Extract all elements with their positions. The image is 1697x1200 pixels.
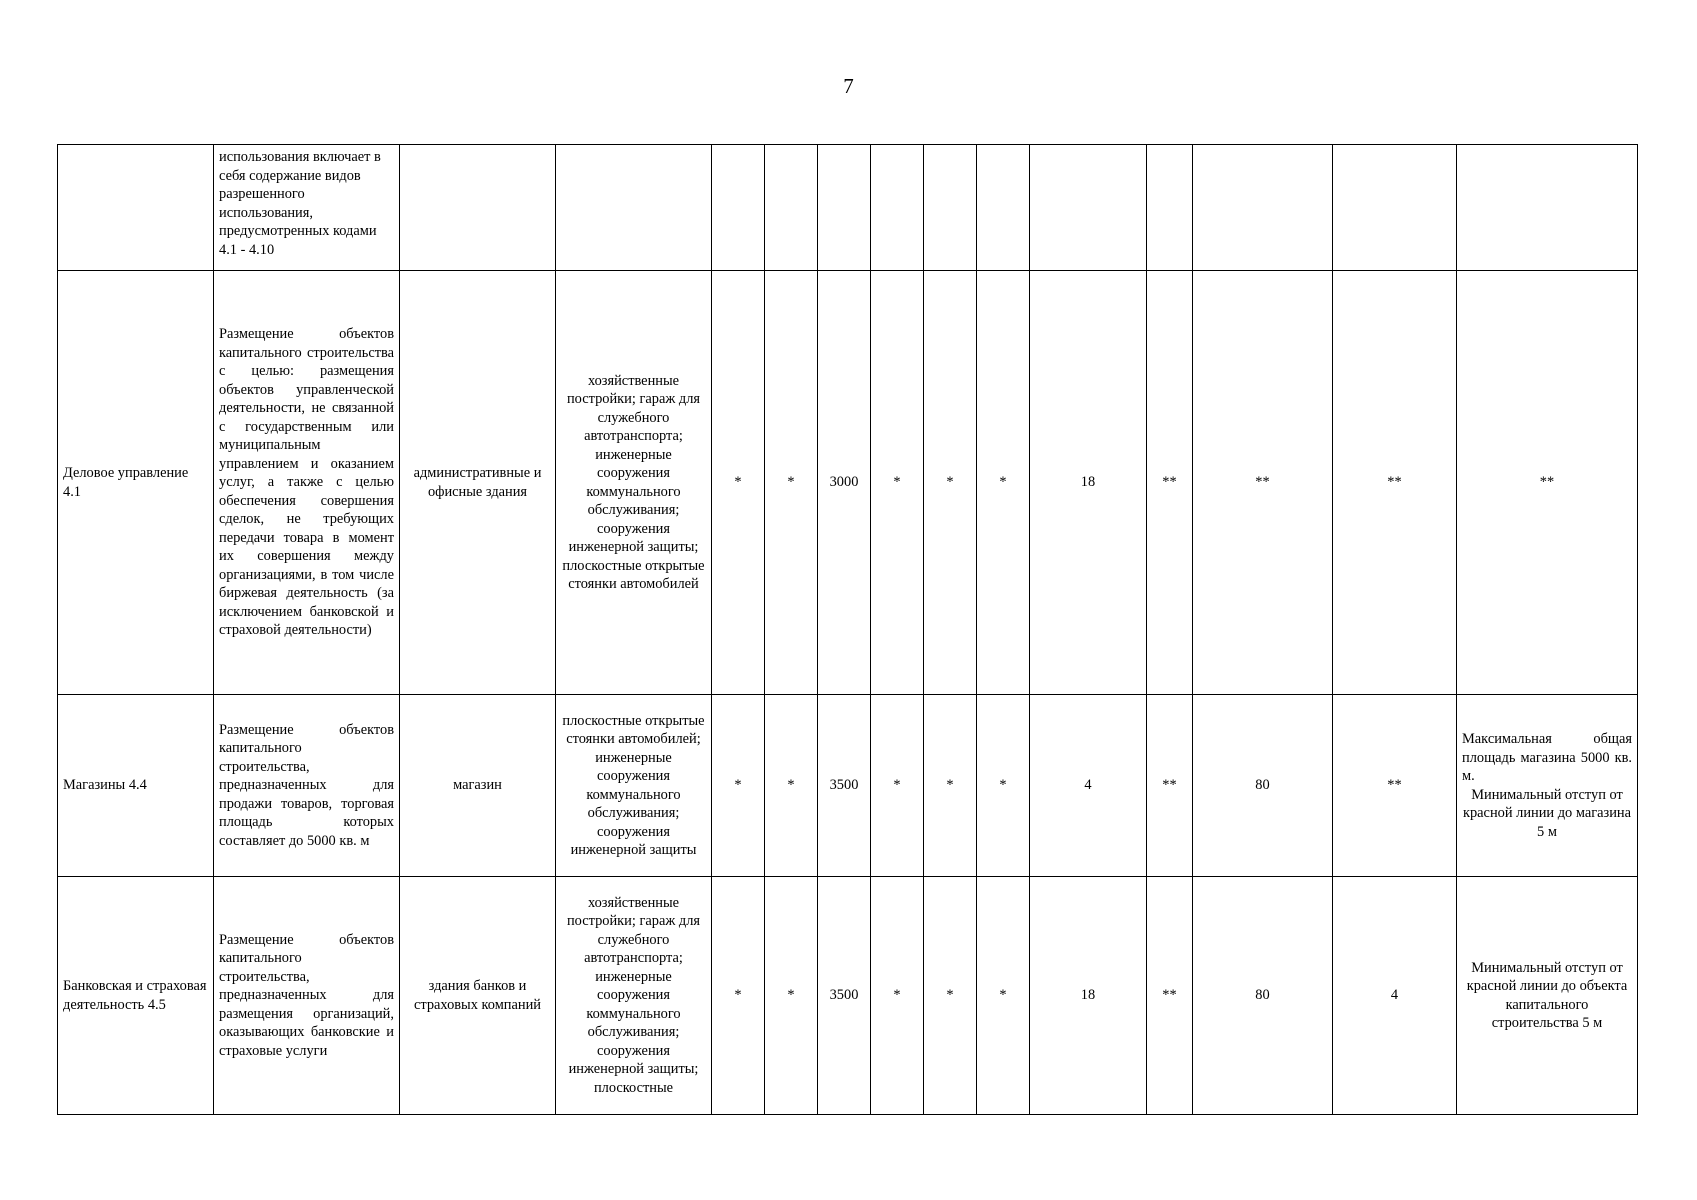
auxiliary-use: хозяйственные постройки; гараж для служебного автотранспорта; инженерные сооружения коммунального обслуживания; сооружения инженерной защиты; плоскостные открытые стоянки автомобилей [556, 271, 712, 695]
param-2 [765, 145, 818, 271]
use-type-description: Размещение объектов капитального строительства, предназначенных для размещения организаций, оказывающих банковские и страховые услуги [214, 877, 400, 1115]
param-9: 80 [1193, 877, 1333, 1115]
main-use [400, 145, 556, 271]
param-8 [1147, 145, 1193, 271]
param-9: ** [1193, 271, 1333, 695]
param-3: 3000 [818, 271, 871, 695]
param-2: * [765, 695, 818, 877]
note [1457, 695, 1638, 877]
param-5: * [924, 271, 977, 695]
note-line: Минимальный отступ от красной линии до магазина 5 м [1462, 786, 1631, 840]
param-6: * [977, 877, 1030, 1115]
param-5: * [924, 695, 977, 877]
param-1 [712, 145, 765, 271]
param-1: * [712, 271, 765, 695]
param-2: * [765, 877, 818, 1115]
use-type-description: Размещение объектов капитального строительства с целью: размещения объектов управленческой деятельности, не связанной с государственным или муниципальным управлением и оказанием услуг, а также с целью обеспечения совершения сделок, не требующих передачи товара в момент их совершения между организациями, в том числе биржевая деятельность (за исключением банковской и страховой деятельности) [214, 271, 400, 695]
use-type-name: Деловое управление 4.1 [58, 271, 214, 695]
param-8: ** [1147, 271, 1193, 695]
param-7: 4 [1030, 695, 1147, 877]
param-7: 18 [1030, 877, 1147, 1115]
use-type-name: Магазины 4.4 [58, 695, 214, 877]
param-10: ** [1333, 271, 1457, 695]
param-9 [1193, 145, 1333, 271]
use-type-description: Размещение объектов капитального строительства, предназначенных для продажи товаров, торговая площадь которых составляет до 5000 кв. м [214, 695, 400, 877]
param-1: * [712, 877, 765, 1115]
use-type-name [58, 145, 214, 271]
table-row [58, 271, 1638, 695]
param-4 [871, 145, 924, 271]
note: Минимальный отступ от красной линии до объекта капитального строительства 5 м [1457, 877, 1638, 1115]
param-10: 4 [1333, 877, 1457, 1115]
note-line: Максимальная общая площадь магазина 5000 кв. м. [1462, 731, 1632, 784]
auxiliary-use: плоскостные открытые стоянки автомобилей; инженерные сооружения коммунального обслуживания; сооружения инженерной защиты [556, 695, 712, 877]
param-6: * [977, 695, 1030, 877]
param-4: * [871, 695, 924, 877]
param-3: 3500 [818, 877, 871, 1115]
param-1: * [712, 695, 765, 877]
param-3 [818, 145, 871, 271]
note [1457, 145, 1638, 271]
param-4: * [871, 271, 924, 695]
table-row [58, 145, 1638, 271]
note: ** [1457, 271, 1638, 695]
param-4: * [871, 877, 924, 1115]
zoning-regulations-table [57, 144, 1638, 1115]
param-7: 18 [1030, 271, 1147, 695]
auxiliary-use [556, 145, 712, 271]
param-8: ** [1147, 877, 1193, 1115]
auxiliary-use: хозяйственные постройки; гараж для служебного автотранспорта; инженерные сооружения коммунального обслуживания; сооружения инженерной защиты; плоскостные [556, 877, 712, 1115]
param-2: * [765, 271, 818, 695]
param-5: * [924, 877, 977, 1115]
main-use: магазин [400, 695, 556, 877]
param-6: * [977, 271, 1030, 695]
param-9: 80 [1193, 695, 1333, 877]
param-7 [1030, 145, 1147, 271]
param-10: ** [1333, 695, 1457, 877]
table-row [58, 877, 1638, 1115]
main-use: административные и офисные здания [400, 271, 556, 695]
main-use: здания банков и страховых компаний [400, 877, 556, 1115]
param-5 [924, 145, 977, 271]
param-10 [1333, 145, 1457, 271]
param-8: ** [1147, 695, 1193, 877]
use-type-description: использования включает в себя содержание видов разрешенного использования, предусмотренных кодами 4.1 - 4.10 [214, 145, 400, 271]
param-3: 3500 [818, 695, 871, 877]
page-number: 7 [843, 74, 854, 98]
table-row [58, 695, 1638, 877]
param-6 [977, 145, 1030, 271]
use-type-name: Банковская и страховая деятельность 4.5 [58, 877, 214, 1115]
